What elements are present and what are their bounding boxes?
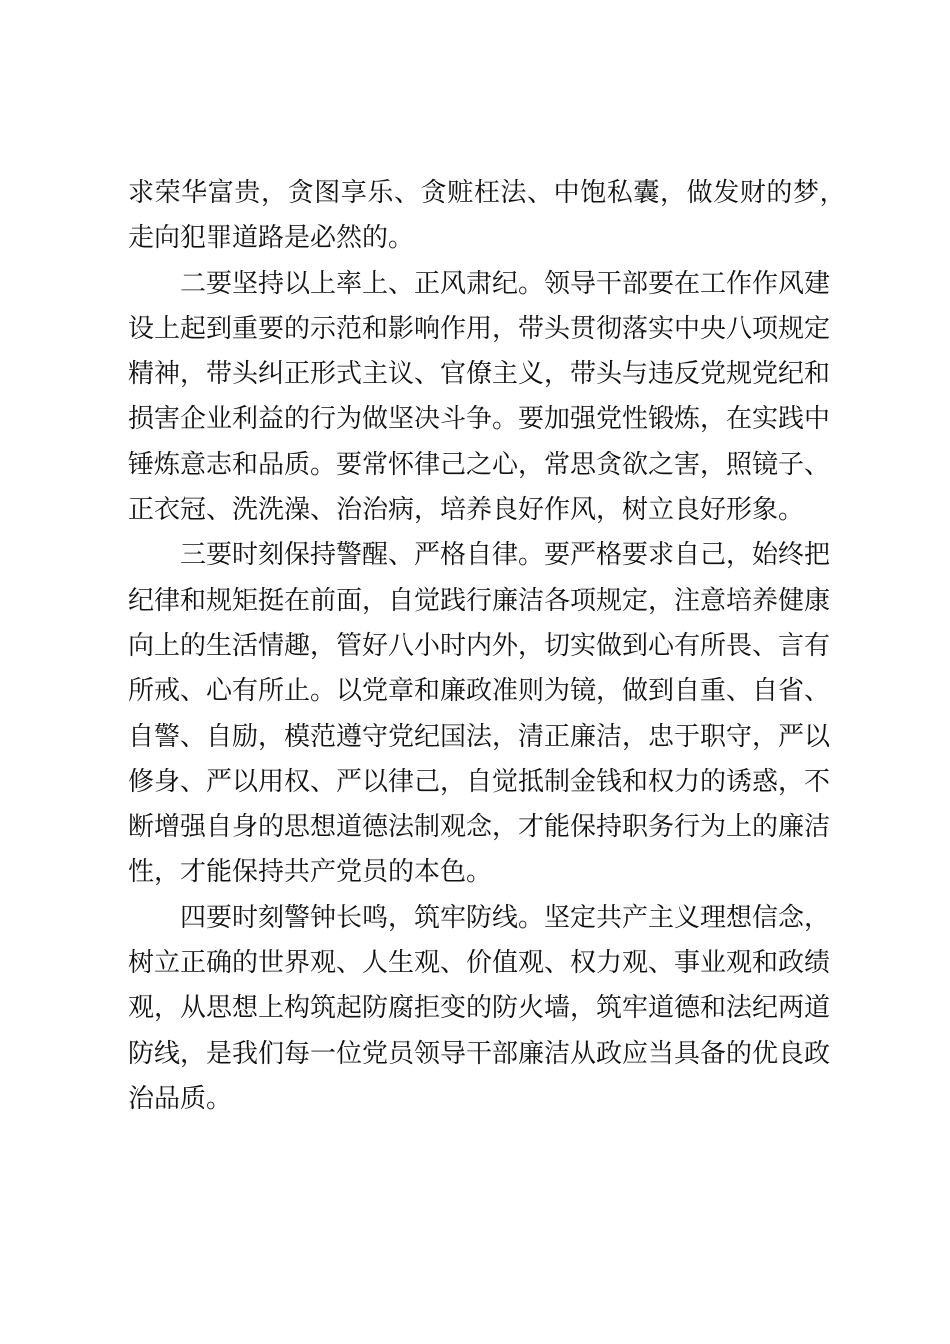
body-text bbox=[128, 171, 847, 1122]
paragraph-point-4 bbox=[128, 896, 831, 1122]
text-line: 性，才能保持共产党员的本色。 bbox=[128, 857, 493, 888]
text-line: 设上起到重要的示范和影响作用，带头贯彻落实中央八项规定 bbox=[128, 313, 831, 344]
text-line: 向上的生活情趣，管好八小时内外，切实做到心有所畏、言有 bbox=[128, 630, 831, 661]
text-line: 观，从思想上构筑起防腐拒变的防火墙，筑牢道德和法纪两道 bbox=[128, 993, 831, 1024]
text-line: 走向犯罪道路是必然的。 bbox=[128, 223, 415, 254]
text-line: 三要时刻保持警醒、严格自律。要严格要求自己，始终把 bbox=[180, 540, 831, 571]
text-line: 二要坚持以上率上、正风肃纪。领导干部要在工作作风建 bbox=[180, 268, 831, 299]
text-line: 防线，是我们每一位党员领导干部廉洁从政应当具备的优良政 bbox=[128, 1038, 831, 1069]
text-line: 损害企业利益的行为做坚决斗争。要加强党性锻炼，在实践中 bbox=[128, 404, 831, 435]
text-line: 锤炼意志和品质。要常怀律己之心，常思贪欲之害，照镜子、 bbox=[128, 449, 831, 480]
paragraph-continuation bbox=[128, 171, 847, 262]
paragraph-point-3 bbox=[128, 533, 831, 895]
text-line: 治品质。 bbox=[128, 1083, 233, 1114]
text-line: 纪律和规矩挺在前面，自觉践行廉洁各项规定，注意培养健康 bbox=[128, 585, 831, 616]
text-line: 所戒、心有所止。以党章和廉政准则为镜，做到自重、自省、 bbox=[128, 676, 831, 707]
text-line: 树立正确的世界观、人生观、价值观、权力观、事业观和政绩 bbox=[128, 948, 831, 979]
text-line: 四要时刻警钟长鸣，筑牢防线。坚定共产主义理想信念， bbox=[180, 902, 831, 933]
text-line: 精神，带头纠正形式主议、官僚主义，带头与违反党规党纪和 bbox=[128, 359, 831, 390]
text-line: 断增强自身的思想道德法制观念，才能保持职务行为上的廉洁 bbox=[128, 812, 831, 843]
text-line: 正衣冠、洗洗澡、治治病，培养良好作风，树立良好形象。 bbox=[128, 495, 805, 526]
paragraph-point-2 bbox=[128, 262, 831, 534]
text-line: 修身、严以用权、严以律己，自觉抵制金钱和权力的诱惑，不 bbox=[128, 766, 831, 797]
text-line: 自警、自励，模范遵守党纪国法，清正廉洁，忠于职守，严以 bbox=[128, 721, 831, 752]
text-line: 求荣华富贵，贪图享乐、贪赃枉法、中饱私囊，做发财的梦， bbox=[128, 178, 847, 208]
